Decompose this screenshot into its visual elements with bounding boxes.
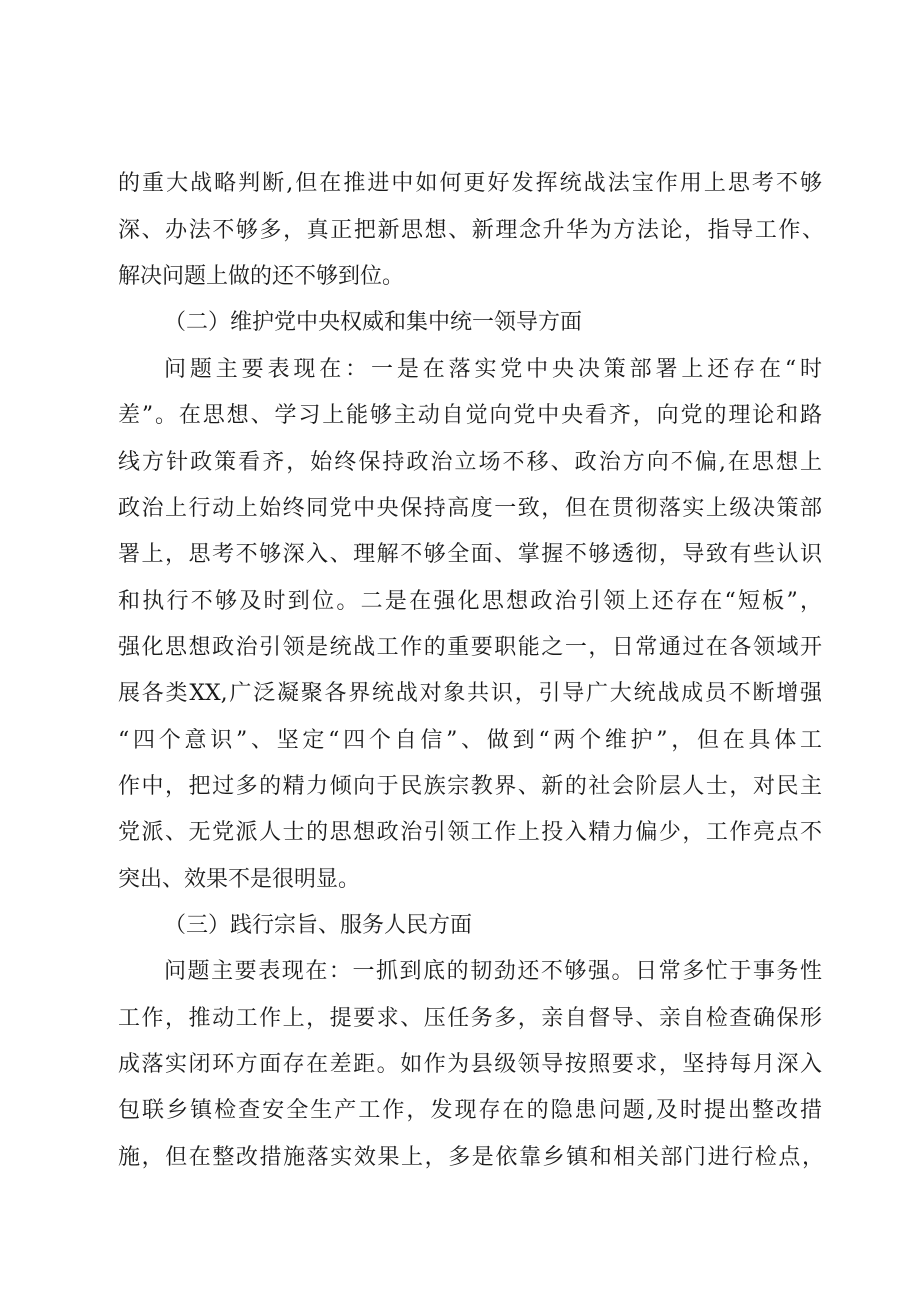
body-text-line: 强化思想政治引领是统战工作的重要职能之一，日常通过在各领域开 [118, 635, 822, 660]
body-text-line: 包联乡镇检查安全生产工作，发现存在的隐患问题,及时提出整改措 [118, 1098, 822, 1123]
section-heading: （三）践行宗旨、服务人民方面 [164, 913, 473, 938]
body-text-line: 的重大战略判断,但在推进中如何更好发挥统战法宝作用上思考不够 [118, 171, 822, 196]
body-text-line: 突出、效果不是很明显。 [118, 867, 361, 892]
body-text-line: 党派、无党派人士的思想政治引领工作上投入精力偏少，工作亮点不 [118, 820, 822, 845]
body-text-line: 问题主要表现在：一抓到底的韧劲还不够强。日常多忙于事务性 [164, 959, 822, 984]
body-text-line: 问题主要表现在：一是在落实党中央决策部署上还存在“时 [164, 357, 822, 382]
body-text-line: 成落实闭环方面存在差距。如作为县级领导按照要求，坚持每月深入 [118, 1052, 822, 1077]
body-text-line: 展各类XX,广泛凝聚各界统战对象共识，引导广大统战成员不断增强 [118, 681, 822, 706]
body-text-line: 作中，把过多的精力倾向于民族宗教界、新的社会阶层人士，对民主 [118, 774, 822, 799]
body-text-line: 施，但在整改措施落实效果上，多是依靠乡镇和相关部门进行检点， [118, 1145, 824, 1170]
body-text-line: 工作，推动工作上，提要求、压任务多，亲自督导、亲自检查确保形 [118, 1006, 822, 1031]
section-heading: （二）维护党中央权威和集中统一领导方面 [164, 310, 583, 335]
body-text-line: 署上，思考不够深入、理解不够全面、掌握不够透彻，导致有些认识 [118, 542, 822, 567]
body-text-line: 差”。在思想、学习上能够主动自觉向党中央看齐，向党的理论和路 [118, 403, 822, 428]
body-text-line: 政治上行动上始终同党中央保持高度一致，但在贯彻落实上级决策部 [118, 496, 822, 521]
body-text-line: 线方针政策看齐，始终保持政治立场不移、政治方向不偏,在思想上 [118, 450, 822, 475]
body-text-line: “四个意识”、坚定“四个自信”、做到“两个维护”，但在具体工 [118, 728, 822, 753]
body-text-line: 深、办法不够多，真正把新思想、新理念升华为方法论，指导工作、 [118, 218, 824, 243]
body-text-line: 和执行不够及时到位。二是在强化思想政治引领上还存在“短板”， [118, 589, 822, 614]
body-text-line: 解决问题上做的还不够到位。 [118, 264, 405, 289]
